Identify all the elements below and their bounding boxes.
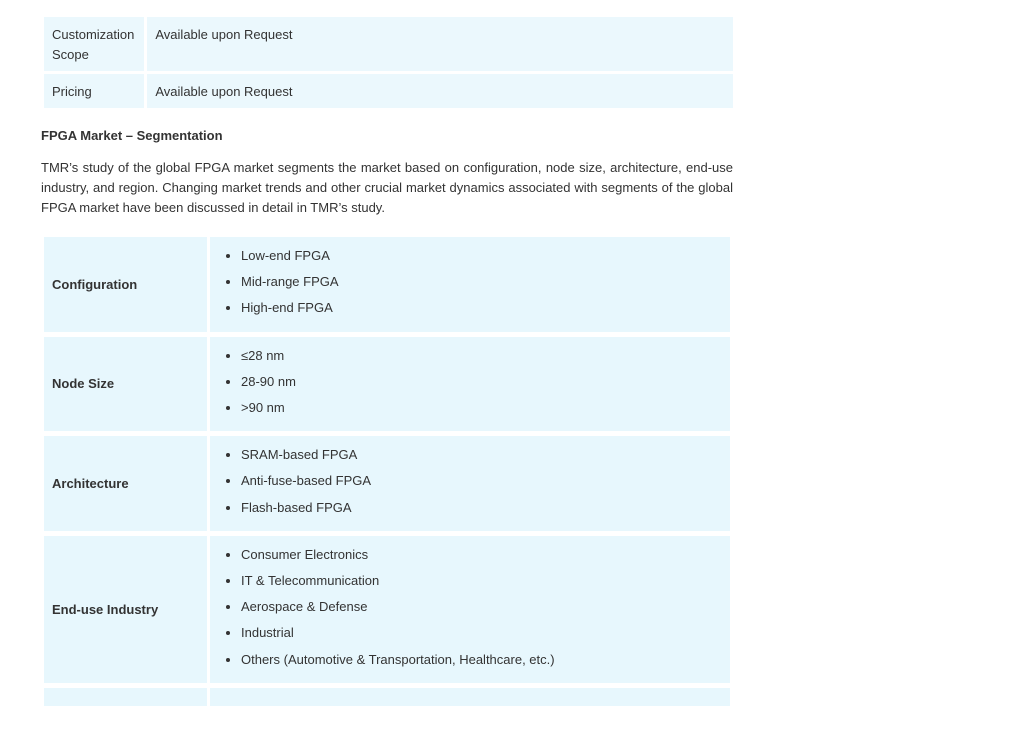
list-item: • Industrial [241, 620, 730, 646]
segment-values [210, 337, 730, 432]
list-item: • SRAM-based FPGA [241, 442, 730, 468]
list-item: • 28-90 nm [241, 369, 730, 395]
info-key: Pricing [44, 74, 144, 108]
segment-values [210, 536, 730, 683]
segment-list [210, 343, 730, 422]
segment-label: End-use Industry [44, 536, 207, 683]
table-row [44, 337, 730, 432]
report-content [41, 14, 733, 711]
list-item: • Aerospace & Defense [241, 594, 730, 620]
list-item: • Consumer Electronics [241, 542, 730, 568]
segment-label: Architecture [44, 436, 207, 531]
segment-list [210, 442, 730, 521]
segment-label: Node Size [44, 337, 207, 432]
list-item: • Low-end FPGA [241, 243, 730, 269]
section-heading: FPGA Market – Segmentation [41, 128, 223, 143]
list-item: • Mid-range FPGA [241, 269, 730, 295]
table-row [44, 536, 730, 683]
list-item: • Others (Automotive & Transportation, Healthcare, etc.) [241, 647, 730, 673]
list-item: • >90 nm [241, 395, 730, 421]
list-item: • High-end FPGA [241, 295, 730, 321]
table-row-partial [44, 688, 730, 706]
table-row [44, 237, 730, 332]
segment-values-empty [210, 688, 730, 706]
section-paragraph: TMR’s study of the global FPGA market segments the market based on configuration, node size, architecture, end-use industry, and region. Changing market trends and other crucial market dynamics associated with segments of the global FPGA market have been discussed in detail in TMR’s study. [41, 160, 733, 215]
list-item: • Flash-based FPGA [241, 495, 730, 521]
segment-values [210, 237, 730, 332]
table-row [44, 74, 733, 108]
segment-values [210, 436, 730, 531]
segment-list [210, 542, 730, 673]
segmentation-table [41, 232, 733, 711]
info-value: Available upon Request [147, 17, 733, 71]
info-key: Customization Scope [44, 17, 144, 71]
info-table [41, 14, 736, 111]
table-row [44, 436, 730, 531]
list-item: • ≤28 nm [241, 343, 730, 369]
segment-label-empty [44, 688, 207, 706]
table-row [44, 17, 733, 71]
segment-list [210, 243, 730, 322]
list-item: • IT & Telecommunication [241, 568, 730, 594]
info-value: Available upon Request [147, 74, 733, 108]
list-item: • Anti-fuse-based FPGA [241, 468, 730, 494]
segment-label: Configuration [44, 237, 207, 332]
